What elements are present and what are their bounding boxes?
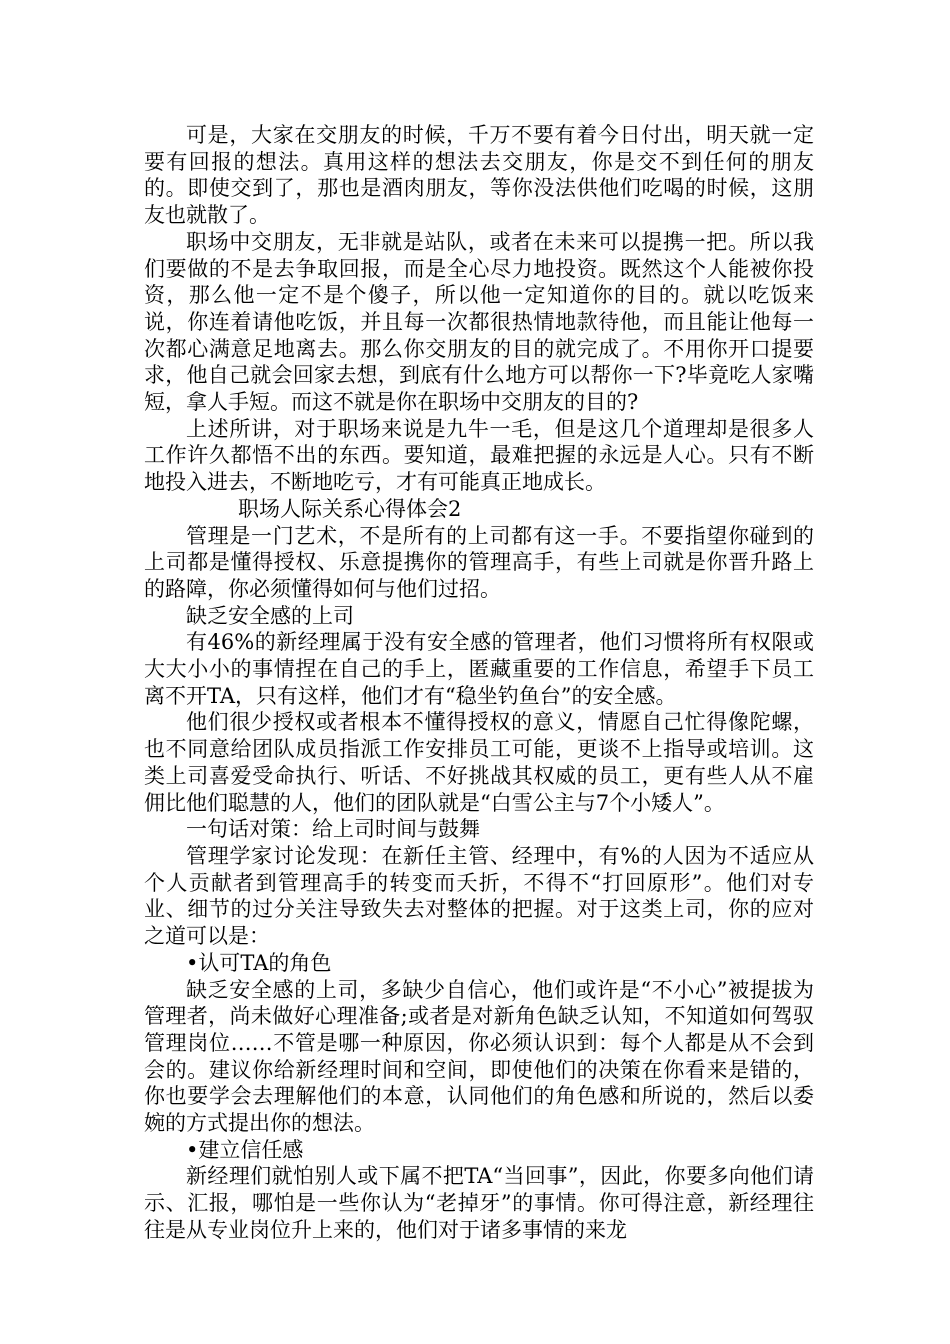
paragraph-research: 管理学家讨论发现：在新任主管、经理中，有%的人因为不适应从个人贡献者到管理高手的转变而夭折，不得不“打回原形”。他们对专业、细节的过分关注导致失去对整体的把握。对于这类上司，你的应对之道可以是：	[144, 843, 814, 949]
paragraph-workplace-friends: 职场中交朋友，无非就是站队，或者在未来可以提携一把。所以我们要做的不是去争取回报，而是全心尽力地投资。既然这个人能被你投资，那么他一定不是个傻子，所以他一定知道你的目的。就以吃饭来说，你连着请他吃饭，并且每一次都很热情地款待他，而且能让他每一次都心满意足地离去。那么你交朋友的目的就完成了。不用你开口提要求，他自己就会回家去想，到底有什么地方可以帮你一下?毕竟吃人家嘴短，拿人手短。而这不就是你在职场中交朋友的目的?	[144, 229, 814, 415]
section-heading: 职场人际关系心得体会2	[238, 496, 462, 521]
bullet-recognize-role: •认可TA的角色	[186, 950, 332, 975]
subheading-strategy: 一句话对策：给上司时间与鼓舞	[186, 817, 480, 842]
paragraph-recognize-role: 缺乏安全感的上司，多缺少自信心，他们或许是“不小心”被提拔为管理者，尚未做好心理准备;或者是对新角色缺乏认知，不知道如何驾驭管理岗位……不管是哪一种原因，你必须认识到：每个人都是从不会到会的。建议你给新经理时间和空间，即使他们的决策在你看来是错的，你也要学会去理解他们的本意，认同他们的角色感和所说的，然后以委婉的方式提出你的想法。	[144, 977, 814, 1136]
paragraph-build-trust: 新经理们就怕别人或下属不把TA“当回事”，因此，你要多向他们请示、汇报，哪怕是一些你认为“老掉牙”的事情。你可得注意，新经理往往是从专业岗位升上来的，他们对于诸多事情的来龙	[144, 1164, 814, 1242]
paragraph-making-friends: 可是，大家在交朋友的时候，千万不要有着今日付出，明天就一定要有回报的想法。真用这样的想法去交朋友，你是交不到任何的朋友的。即使交到了，那也是酒肉朋友，等你没法供他们吃喝的时候，这朋友也就散了。	[144, 123, 814, 228]
bullet-build-trust: •建立信任感	[186, 1137, 304, 1162]
paragraph-no-delegation: 他们很少授权或者根本不懂得授权的意义，情愿自己忙得像陀螺，也不同意给团队成员指派工作安排员工可能，更谈不上指导或培训。这类上司喜爱受命执行、听话、不好挑战其权威的员工，更有些人从不雇佣比他们聪慧的人，他们的团队就是“白雪公主与7个小矮人”。	[144, 710, 814, 815]
paragraph-management-art: 管理是一门艺术，不是所有的上司都有这一手。不要指望你碰到的上司都是懂得授权、乐意提携你的管理高手，有些上司就是你晋升路上的路障，你必须懂得如何与他们过招。	[144, 523, 814, 601]
subheading-insecure-boss: 缺乏安全感的上司	[186, 603, 354, 628]
document-page	[144, 122, 814, 1244]
paragraph-summary: 上述所讲，对于职场来说是九牛一毛，但是这几个道理却是很多人工作许久都悟不出的东西。要知道，最难把握的永远是人心。只有不断地投入进去，不断地吃亏，才有可能真正地成长。	[144, 416, 814, 495]
paragraph-insecure-managers: 有46%的新经理属于没有安全感的管理者，他们习惯将所有权限或大大小小的事情捏在自己的手上，匿藏重要的工作信息，希望手下员工离不开TA，只有这样，他们才有“稳坐钓鱼台”的安全感。	[144, 630, 814, 708]
